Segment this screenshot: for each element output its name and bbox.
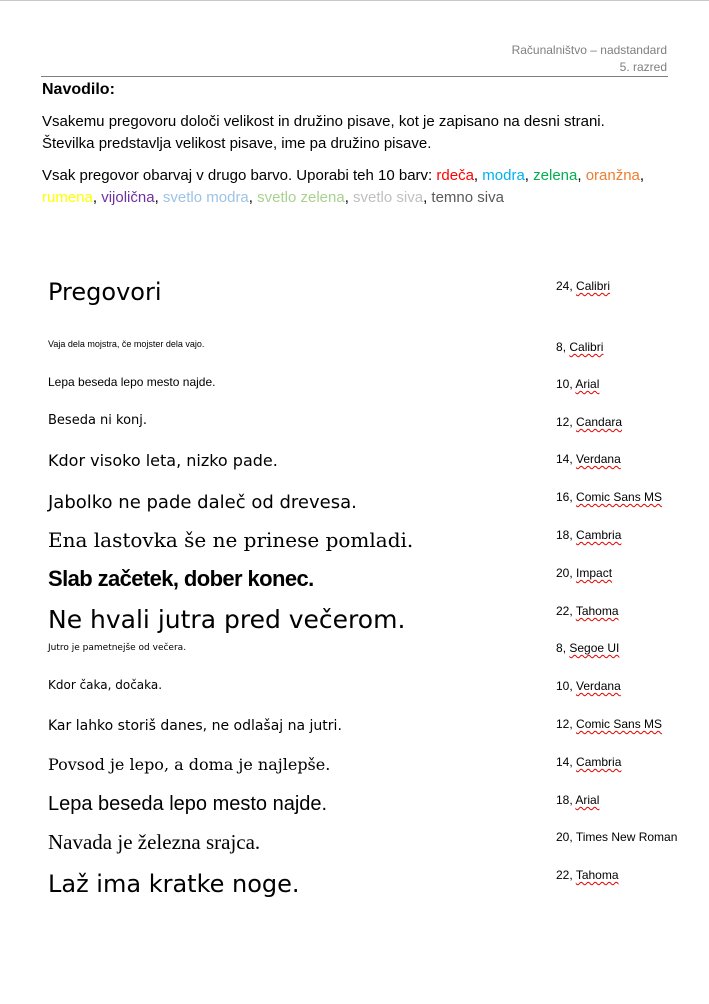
header-rule bbox=[41, 76, 668, 77]
instructions-color-intro: Vsak pregovor obarvaj v drugo barvo. Uporabi teh 10 barv: bbox=[42, 167, 437, 184]
instructions-line-1: Vsakemu pregovoru določi velikost in družino pisave, kot je zapisano na desni strani. bbox=[42, 113, 605, 130]
instructions-paragraph-1 bbox=[42, 111, 682, 155]
font-spec: 12, Candara bbox=[556, 415, 623, 429]
proverb-line: Lepa beseda lepo mesto najde. bbox=[48, 793, 328, 815]
font-spec: 24, Calibri bbox=[556, 279, 611, 293]
color-word-oranzna: oranžna bbox=[585, 167, 640, 184]
font-spec: 12, Comic Sans MS bbox=[556, 717, 663, 731]
proverb-line: Ne hvali jutra pred večerom. bbox=[48, 605, 406, 634]
proverb-line: Vaja dela mojstra, če mojster dela vajo. bbox=[48, 339, 205, 349]
instructions-line-2: Številka predstavlja velikost pisave, ime pa družino pisave. bbox=[42, 135, 432, 152]
color-word-zelena: zelena bbox=[533, 167, 578, 184]
font-spec: 16, Comic Sans MS bbox=[556, 490, 663, 504]
font-spec: 14, Cambria bbox=[556, 755, 622, 769]
color-word-modra: modra bbox=[482, 167, 525, 184]
font-spec: 20, Impact bbox=[556, 566, 613, 580]
page-top-border bbox=[0, 0, 709, 1]
font-spec: 10, Verdana bbox=[556, 679, 621, 693]
proverb-line: Povsod je lepo, a doma je najlepše. bbox=[48, 755, 331, 774]
color-word-rdeca: rdeča bbox=[436, 167, 474, 184]
page-header bbox=[512, 42, 667, 76]
proverb-line: Ena lastovka še ne prinese pomladi. bbox=[48, 528, 414, 552]
header-subject: Računalništvo – nadstandard bbox=[511, 43, 667, 57]
color-word-rumena: rumena bbox=[42, 189, 93, 206]
color-word-svetlo-modra: svetlo modra bbox=[162, 189, 249, 206]
instructions-paragraph-2: Vsak pregovor obarvaj v drugo barvo. Uporabi teh 10 barv: rdeča, modra, zelena, oranžna, rumena, vijolična, svetlo modra, svetlo zelena, svetlo siva, temno siva bbox=[42, 167, 645, 206]
proverb-line: Kdor čaka, dočaka. bbox=[48, 678, 163, 692]
proverb-line: Jutro je pametnejše od večera. bbox=[48, 643, 187, 653]
color-word-temno-siva: temno siva bbox=[431, 189, 504, 206]
proverb-line: Navada je železna srajca. bbox=[48, 830, 261, 854]
font-spec: 8, Calibri bbox=[556, 340, 604, 354]
proverb-line: Jabolko ne pade daleč od drevesa. bbox=[48, 492, 357, 513]
proverb-line: Beseda ni konj. bbox=[48, 413, 148, 428]
font-spec: 18, Cambria bbox=[556, 528, 622, 542]
font-spec: 22, Tahoma bbox=[556, 604, 619, 618]
color-word-vijolicna: vijolična bbox=[101, 189, 155, 206]
color-word-svetlo-zelena: svetlo zelena bbox=[257, 189, 345, 206]
font-spec: 18, Arial bbox=[556, 793, 600, 807]
font-spec: 22, Tahoma bbox=[556, 868, 619, 882]
proverb-line: Kar lahko storiš danes, ne odlašaj na jutri. bbox=[48, 718, 342, 734]
color-word-svetlo-siva: svetlo siva bbox=[353, 189, 424, 206]
instructions-title: Navodilo: bbox=[42, 81, 115, 98]
font-spec: 14, Verdana bbox=[556, 452, 621, 466]
font-spec: 20, Times New Roman bbox=[556, 830, 678, 844]
proverb-line: Slab začetek, dober konec. bbox=[48, 566, 314, 591]
proverb-line: Kdor visoko leta, nizko pade. bbox=[48, 451, 278, 470]
header-grade: 5. razred bbox=[619, 60, 667, 74]
font-spec: 8, Segoe UI bbox=[556, 641, 620, 655]
proverb-line: Lepa beseda lepo mesto najde. bbox=[48, 375, 216, 389]
proverbs-heading: Pregovori bbox=[48, 278, 162, 306]
proverb-line: Laž ima kratke noge. bbox=[48, 870, 300, 898]
font-spec: 10, Arial bbox=[556, 377, 600, 391]
